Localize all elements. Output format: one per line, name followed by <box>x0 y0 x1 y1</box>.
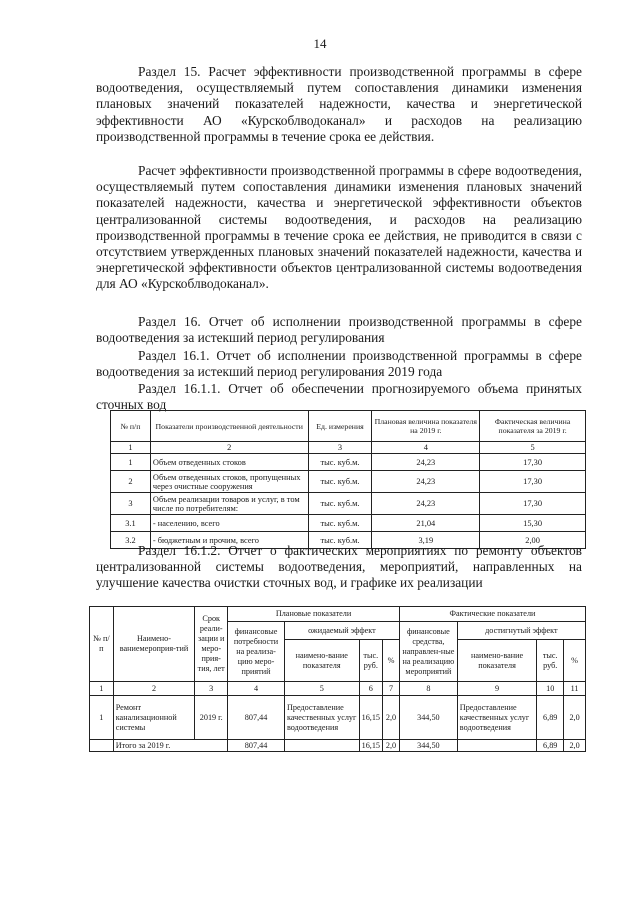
row-name: Ремонт канализационной системы <box>113 696 195 740</box>
header-unit: Ед. измерения <box>308 411 372 442</box>
row-indicator: - населению, всего <box>150 515 308 532</box>
row-indicator: Объем отведенных стоков <box>150 454 308 471</box>
col-number: 3 <box>308 442 372 454</box>
header-indicator-name: наимено-вание показателя <box>457 640 537 682</box>
col-number: 10 <box>537 682 564 696</box>
col-number: 3 <box>195 682 228 696</box>
column-number-row <box>90 682 586 696</box>
row-plan-rub: 16,15 <box>359 696 382 740</box>
row-fact: 2,00 <box>480 532 586 549</box>
header-indicator: Показатели производственной деятельности <box>150 411 308 442</box>
header-fact-group: Фактические показатели <box>399 607 585 622</box>
header-percent: % <box>564 640 586 682</box>
row-unit: тыс. куб.м. <box>308 454 372 471</box>
section-16-title: Раздел 16. Отчет об исполнении производственной программы в сфере водоотведения за истекший период регулирования <box>96 314 582 346</box>
header-fact-fin: финансовые средства, направлен-ные на реализацию мероприятий <box>399 622 457 682</box>
total-row <box>90 740 586 752</box>
row-plan: 24,23 <box>372 471 480 493</box>
row-fact-fin: 344,50 <box>399 696 457 740</box>
header-percent: % <box>383 640 400 682</box>
col-number: 5 <box>480 442 586 454</box>
row-plan: 3,19 <box>372 532 480 549</box>
header-plan-fin: финансовые потребности на реализа-цию меро-приятий <box>228 622 285 682</box>
total-label: Итого за 2019 г. <box>113 740 227 752</box>
section-15-body: Расчет эффективности производственной программы в сфере водоотведения, осуществляемый путем сопоставления динамики изменения плановых значений показателей надежности, качества и энергетической эффективности объектов централизованной системы водоотведения, и расходов на реализацию производственной программы в течение срока ее действия, не приводится в связи с отсутствием утвержденных плановых значений показателей надежности, качества и энергетической эффективности объектов централизованной системы водоотведения для АО «Курскоблводоканал». <box>96 163 582 292</box>
row-indicator: Объем отведенных стоков, пропущенных через очистные сооружения <box>150 471 308 493</box>
row-plan: 21,04 <box>372 515 480 532</box>
row-indicator: - бюджетным и прочим, всего <box>150 532 308 549</box>
total-plan-fin: 807,44 <box>228 740 285 752</box>
row-fact-rub: 6,89 <box>537 696 564 740</box>
col-number: 2 <box>150 442 308 454</box>
repair-measures-table <box>89 606 586 752</box>
header-name: Наимено-ваниемероприя-тий <box>113 607 195 682</box>
col-number: 7 <box>383 682 400 696</box>
col-number: 6 <box>359 682 382 696</box>
header-fact: Фактическая величина показателя за 2019 г. <box>480 411 586 442</box>
column-number-row <box>111 442 586 454</box>
row-num: 3.1 <box>111 515 151 532</box>
row-plan: 24,23 <box>372 454 480 471</box>
row-num: 1 <box>90 696 114 740</box>
row-fact: 17,30 <box>480 493 586 515</box>
row-num: 3 <box>111 493 151 515</box>
header-plan-group: Плановые показатели <box>228 607 400 622</box>
header-indicator-name: наимено-вание показателя <box>284 640 359 682</box>
total-plan-rub: 16,15 <box>359 740 382 752</box>
col-number: 9 <box>457 682 537 696</box>
wastewater-volume-table <box>110 410 586 549</box>
header-thousand-rub: тыс. руб. <box>537 640 564 682</box>
row-fact-pct: 2,0 <box>564 696 586 740</box>
page-number: 14 <box>313 36 327 51</box>
col-number: 11 <box>564 682 586 696</box>
row-unit: тыс. куб.м. <box>308 532 372 549</box>
row-unit: тыс. куб.м. <box>308 493 372 515</box>
table-row <box>111 471 586 493</box>
row-unit: тыс. куб.м. <box>308 471 372 493</box>
col-number: 1 <box>90 682 114 696</box>
section-15-title: Раздел 15. Расчет эффективности производственной программы в сфере водоотведения, осуществляемый путем сопоставления динамики изменения плановых значений показателей надежности, качества и энергетической эффективности АО «Курскоблводоканал» и расходов на реализацию производственной программы в течение срока ее действия. <box>96 64 582 144</box>
header-num: № п/п <box>90 607 114 682</box>
total-plan-pct: 2,0 <box>383 740 400 752</box>
section-16-1-1-title: Раздел 16.1.1. Отчет об обеспечении прогнозируемого объема принятых сточных вод <box>96 381 582 413</box>
row-plan-pct: 2,0 <box>383 696 400 740</box>
total-fact-fin: 344,50 <box>399 740 457 752</box>
table-row <box>111 454 586 471</box>
row-num: 2 <box>111 471 151 493</box>
col-number: 4 <box>228 682 285 696</box>
col-number: 4 <box>372 442 480 454</box>
header-thousand-rub: тыс. руб. <box>359 640 382 682</box>
table-header-row <box>90 607 586 622</box>
header-term: Срок реали-зации и меро-прия-тия, лет <box>195 607 228 682</box>
row-num: 1 <box>111 454 151 471</box>
col-number: 1 <box>111 442 151 454</box>
row-fact-indicator: Предоставление качественных услуг водоотведения <box>457 696 537 740</box>
table-header-row <box>111 411 586 442</box>
table-row <box>111 515 586 532</box>
row-term: 2019 г. <box>195 696 228 740</box>
col-number: 8 <box>399 682 457 696</box>
header-num: № п/п <box>111 411 151 442</box>
col-number: 2 <box>113 682 195 696</box>
row-indicator: Объем реализации товаров и услуг, в том числе по потребителям: <box>150 493 308 515</box>
row-num: 3.2 <box>111 532 151 549</box>
row-plan-fin: 807,44 <box>228 696 285 740</box>
col-number: 5 <box>284 682 359 696</box>
header-plan: Плановая величина показателя на 2019 г. <box>372 411 480 442</box>
row-plan-indicator: Предоставление качественных услуг водоотведения <box>284 696 359 740</box>
total-fact-pct: 2,0 <box>564 740 586 752</box>
row-fact: 15,30 <box>480 515 586 532</box>
total-fact-rub: 6,89 <box>537 740 564 752</box>
row-fact: 17,30 <box>480 471 586 493</box>
row-plan: 24,23 <box>372 493 480 515</box>
table-row <box>90 696 586 740</box>
section-16-1-title: Раздел 16.1. Отчет об исполнении производственной программы в сфере водоотведения за истекший период регулирования 2019 года <box>96 348 582 380</box>
header-expected-effect: ожидаемый эффект <box>284 622 399 640</box>
row-unit: тыс. куб.м. <box>308 515 372 532</box>
table-row <box>111 493 586 515</box>
header-achieved-effect: достигнутый эффект <box>457 622 585 640</box>
section-16-1-2-title: Раздел 16.1.2. Отчет о фактических мероприятиях по ремонту объектов централизованной системы водоотведения, мероприятий, направленных на улучшение качества очистки сточных вод, и графике их реализации <box>96 543 582 591</box>
row-fact: 17,30 <box>480 454 586 471</box>
